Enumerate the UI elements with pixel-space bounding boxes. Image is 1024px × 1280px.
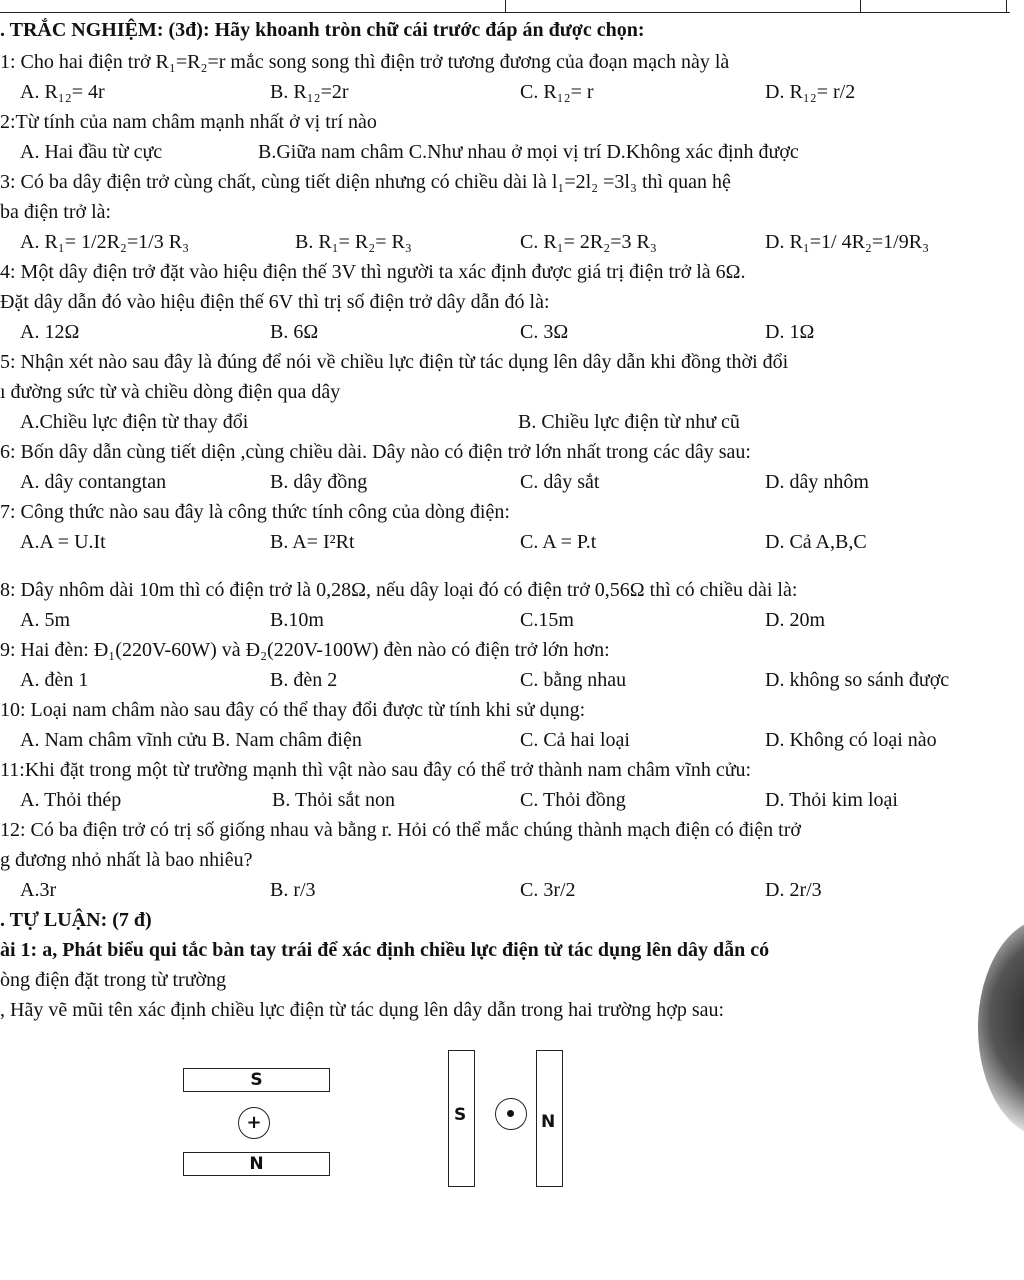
- option-c[interactable]: C. A = P.t: [520, 531, 597, 553]
- option-d[interactable]: D. Thỏi kim loại: [765, 789, 898, 811]
- question-5: 5: Nhận xét nào sau đây là đúng để nói về chiều lực điện từ tác dụng lên dây dẫn khi đồng thời đổi: [0, 351, 789, 373]
- question-4-cont: Đặt dây dẫn đó vào hiệu điện thế 6V thì trị số điện trở dây dẫn đó là:: [0, 291, 550, 313]
- question-2: 2:Từ tính của nam châm mạnh nhất ở vị trí nào: [0, 111, 377, 133]
- question-3-options: [0, 228, 1024, 256]
- conductor-into-page-icon: [238, 1107, 270, 1139]
- question-2-options: [0, 138, 1024, 166]
- option-c[interactable]: C. bằng nhau: [520, 669, 627, 691]
- option-d[interactable]: D. 20m: [765, 609, 825, 631]
- option-d[interactable]: D. R₁=1/ 4R₂=1/9R₃: [765, 231, 930, 253]
- option-d[interactable]: D. dây nhôm: [765, 471, 869, 493]
- table-border-top: [0, 0, 1024, 14]
- question-7: 7: Công thức nào sau đây là công thức tính công của dòng điện:: [0, 501, 510, 523]
- question-7-options: [0, 528, 1024, 556]
- option-d[interactable]: D. không so sánh được: [765, 669, 950, 691]
- option-b[interactable]: B. đèn 2: [270, 669, 338, 691]
- option-d[interactable]: D. 1Ω: [765, 321, 815, 343]
- conductor-out-of-page-icon: [495, 1098, 527, 1130]
- question-8: 8: Dây nhôm dài 10m thì có điện trở là 0,28Ω, nếu dây loại đó có điện trở 0,56Ω thì có chiều dài là:: [0, 579, 798, 601]
- option-a[interactable]: A. 5m: [20, 609, 70, 631]
- option-c[interactable]: C. R₁= 2R₂=3 R₃: [520, 231, 657, 253]
- question-8-options: [0, 606, 1024, 634]
- question-10: 10: Loại nam châm nào sau đây có thể thay đổi được từ tính khi sử dụng:: [0, 699, 586, 721]
- option-a[interactable]: A. đèn 1: [20, 669, 89, 691]
- option-d[interactable]: D. R₁₂= r/2: [765, 81, 856, 103]
- option-c[interactable]: C. 3Ω: [520, 321, 569, 343]
- option-c[interactable]: C. dây sắt: [520, 471, 600, 493]
- pole-label-top: S: [250, 1070, 263, 1090]
- option-b-c-d[interactable]: B.Giữa nam châm C.Như nhau ở mọi vị trí D.Không xác định được: [258, 141, 799, 163]
- question-6-options: [0, 468, 1024, 496]
- option-b[interactable]: B. r/3: [270, 879, 316, 901]
- pole-label-left: S: [454, 1105, 467, 1125]
- option-c[interactable]: C. R₁₂= r: [520, 81, 594, 103]
- option-a[interactable]: A. Hai đầu từ cực: [20, 141, 163, 163]
- section-a-title: . TRẮC NGHIỆM: (3đ): Hãy khoanh tròn chữ cái trước đáp án được chọn:: [0, 19, 645, 41]
- option-c[interactable]: C.15m: [520, 609, 574, 631]
- option-b[interactable]: B. Thỏi sắt non: [272, 789, 395, 811]
- magnet-top: [183, 1068, 330, 1092]
- question-11-options: [0, 786, 1024, 814]
- option-d[interactable]: D. 2r/3: [765, 879, 822, 901]
- option-c[interactable]: C. 3r/2: [520, 879, 576, 901]
- magnet-bottom: [183, 1152, 330, 1176]
- question-9-options: [0, 666, 1024, 694]
- option-d[interactable]: D. Cả A,B,C: [765, 531, 867, 553]
- option-c[interactable]: C. Thỏi đồng: [520, 789, 626, 811]
- option-a[interactable]: A. R₁= 1/2R₂=1/3 R₃: [20, 231, 190, 253]
- question-9: 9: Hai đèn: Đ₁(220V-60W) và Đ₂(220V-100W) đèn nào có điện trở lớn hơn:: [0, 639, 610, 661]
- option-a[interactable]: A. dây contangtan: [20, 471, 167, 493]
- option-b[interactable]: B. A= I²Rt: [270, 531, 355, 553]
- pole-label-right: N: [541, 1112, 556, 1132]
- question-5-options: [0, 408, 1024, 436]
- option-b[interactable]: B.10m: [270, 609, 324, 631]
- essay-line-3: , Hãy vẽ mũi tên xác định chiều lực điện từ tác dụng lên dây dẫn trong hai trường hợp sau:: [0, 999, 725, 1021]
- question-11: 11:Khi đặt trong một từ trường mạnh thì vật nào sau đây có thể trở thành nam châm vĩnh cửu:: [0, 759, 752, 781]
- question-5-cont: ı đường sức từ và chiều dòng điện qua dây: [0, 381, 341, 403]
- question-3-cont: ba điện trở là:: [0, 201, 112, 223]
- option-a[interactable]: A.Chiều lực điện từ thay đổi: [20, 411, 249, 433]
- essay-line-1: [0, 936, 1024, 964]
- question-1: 1: Cho hai điện trở R₁=R₂=r mắc song song thì điện trở tương đương của đoạn mạch này là: [0, 51, 730, 73]
- question-12-cont: g đương nhỏ nhất là bao nhiêu?: [0, 849, 253, 871]
- question-4: 4: Một dây điện trở đặt vào hiệu điện thế 3V thì người ta xác định được giá trị điện trở là 6Ω.: [0, 261, 746, 283]
- question-4-options: [0, 318, 1024, 346]
- section-b-title: . TỰ LUẬN: (7 đ): [0, 909, 152, 931]
- option-a[interactable]: A. Thỏi thép: [20, 789, 122, 811]
- option-a-b[interactable]: A. Nam châm vĩnh cửu B. Nam châm điện: [20, 729, 362, 751]
- question-6: 6: Bốn dây dẫn cùng tiết diện ,cùng chiều dài. Dây nào có điện trở lớn nhất trong các dây sau:: [0, 441, 751, 463]
- essay-line-1-text: ài 1: a, Phát biểu qui tắc bàn tay trái để xác định chiều lực điện từ tác dụng lên dây dẫn có: [0, 939, 770, 961]
- question-12-options: [0, 876, 1024, 904]
- option-d[interactable]: D. Không có loại nào: [765, 729, 937, 751]
- option-b[interactable]: B. dây đồng: [270, 471, 368, 493]
- question-12: 12: Có ba điện trở có trị số giống nhau và bằng r. Hỏi có thể mắc chúng thành mạch điện có điện trở: [0, 819, 801, 841]
- option-a[interactable]: A.A = U.It: [20, 531, 106, 553]
- option-c[interactable]: C. Cả hai loại: [520, 729, 630, 751]
- conductor-dot: [507, 1110, 514, 1117]
- option-b[interactable]: B. Chiều lực điện từ như cũ: [518, 411, 740, 433]
- question-1-options: [0, 78, 1024, 106]
- option-b[interactable]: B. R₁₂=2r: [270, 81, 349, 103]
- pole-label-bottom: N: [249, 1154, 264, 1174]
- conductor-symbol: +: [246, 1112, 262, 1133]
- option-a[interactable]: A.3r: [20, 879, 57, 901]
- question-3: 3: Có ba dây điện trở cùng chất, cùng tiết diện nhưng có chiều dài là l₁=2l₂ =3l₃ thì quan hệ: [0, 171, 731, 193]
- option-a[interactable]: A. 12Ω: [20, 321, 80, 343]
- question-10-options: [0, 726, 1024, 754]
- option-b[interactable]: B. 6Ω: [270, 321, 319, 343]
- option-a[interactable]: A. R₁₂= 4r: [20, 81, 105, 103]
- essay-line-2: òng điện đặt trong từ trường: [0, 969, 227, 991]
- option-b[interactable]: B. R₁= R₂= R₃: [295, 231, 412, 253]
